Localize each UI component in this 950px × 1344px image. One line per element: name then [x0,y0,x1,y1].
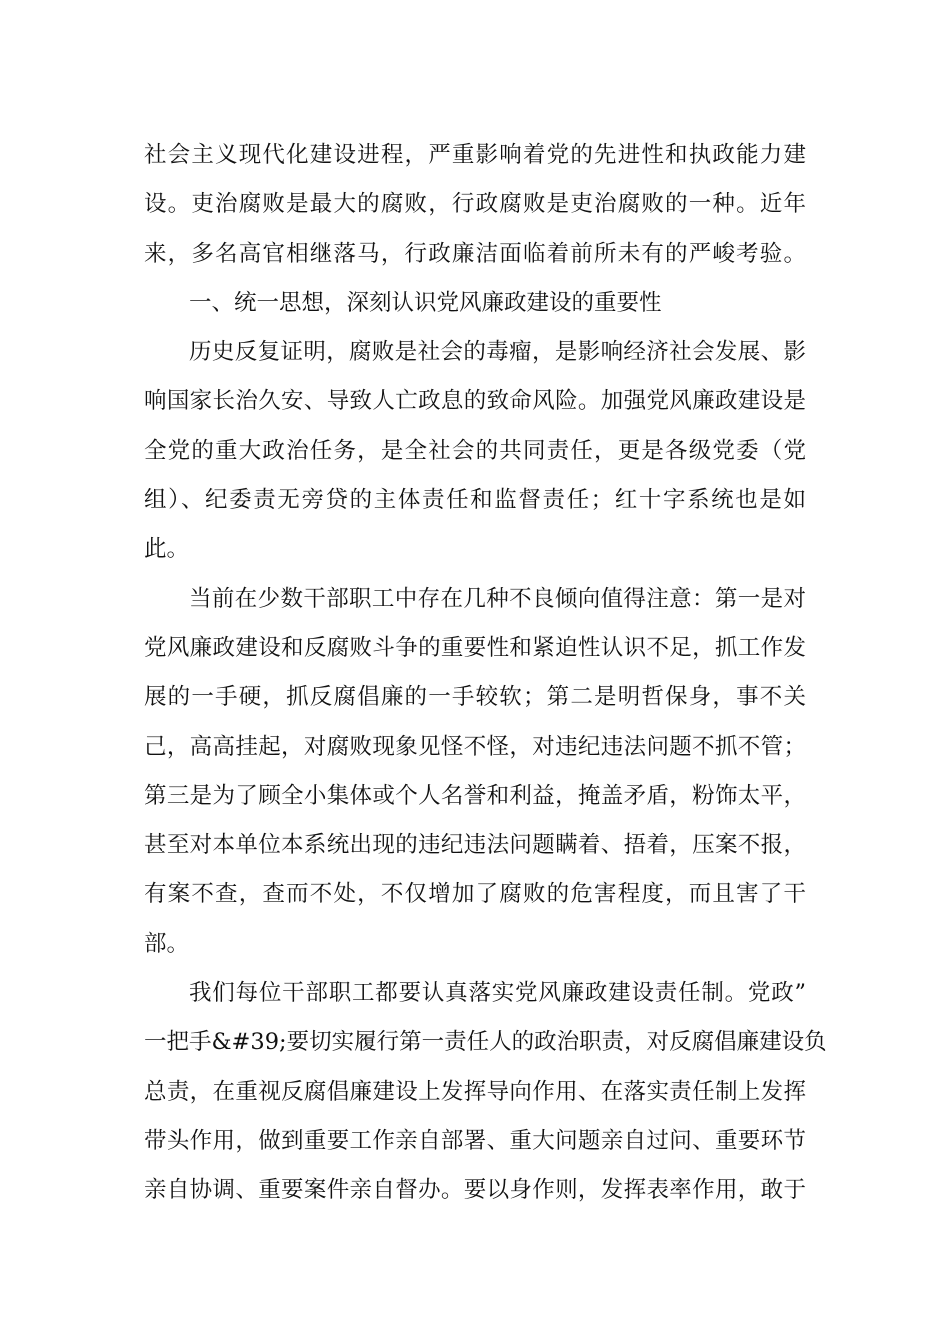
text-line: 部。 [144,930,190,957]
text-line: 我们每位干部职工都要认真落实党风廉政建设责任制。党政” [189,980,806,1007]
text-line: 社会主义现代化建设进程，严重影响着党的先进性和执政能力建 [144,142,806,168]
text-line: 当前在少数干部职工中存在几种不良倾向值得注意：第一是对 [189,585,806,612]
text-line: 第三是为了顾全小集体或个人名誉和利益，掩盖矛盾，粉饰太平， [144,782,806,809]
body-text [144,131,827,1216]
section-heading: 一、统一思想，深刻认识党风廉政建设的重要性 [189,289,662,316]
text-line: 来，多名高官相继落马，行政廉洁面临着前所未有的严峻考验。 [144,240,806,267]
text-line: 历史反复证明，腐败是社会的毒瘤，是影响经济社会发展、影 [189,339,806,366]
text-line: 响国家长治久安、导致人亡政息的致命风险。加强党风廉政建设是 [144,388,806,415]
text-line: 全党的重大政治任务，是全社会的共同责任，更是各级党委（党 [144,437,806,464]
text-line: 己，高高挂起，对腐败现象见怪不怪，对违纪违法问题不抓不管； [144,733,806,760]
text-line: 一把手&#39;要切实履行第一责任人的政治职责，对反腐倡廉建设负 [144,1029,827,1056]
text-line: 党风廉政建设和反腐败斗争的重要性和紧迫性认识不足，抓工作发 [144,634,806,661]
text-line: 组）、纪委责无旁贷的主体责任和监督责任；红十字系统也是如 [144,487,806,514]
text-line: 带头作用，做到重要工作亲自部署、重大问题亲自过问、重要环节 [144,1127,806,1154]
text-line: 有案不查，查而不处，不仅增加了腐败的危害程度，而且害了干 [144,881,806,908]
text-line: 亲自协调、重要案件亲自督办。要以身作则，发挥表率作用，敢于 [144,1177,806,1204]
text-line: 展的一手硬，抓反腐倡廉的一手较软；第二是明哲保身，事不关 [144,684,806,711]
text-line: 此。 [144,536,190,563]
text-line: 设。吏治腐败是最大的腐败，行政腐败是吏治腐败的一种。近年 [144,191,806,218]
text-line: 总责，在重视反腐倡廉建设上发挥导向作用、在落实责任制上发挥 [144,1078,806,1105]
text-line: 甚至对本单位本系统出现的违纪违法问题瞒着、捂着，压案不报， [144,832,806,859]
